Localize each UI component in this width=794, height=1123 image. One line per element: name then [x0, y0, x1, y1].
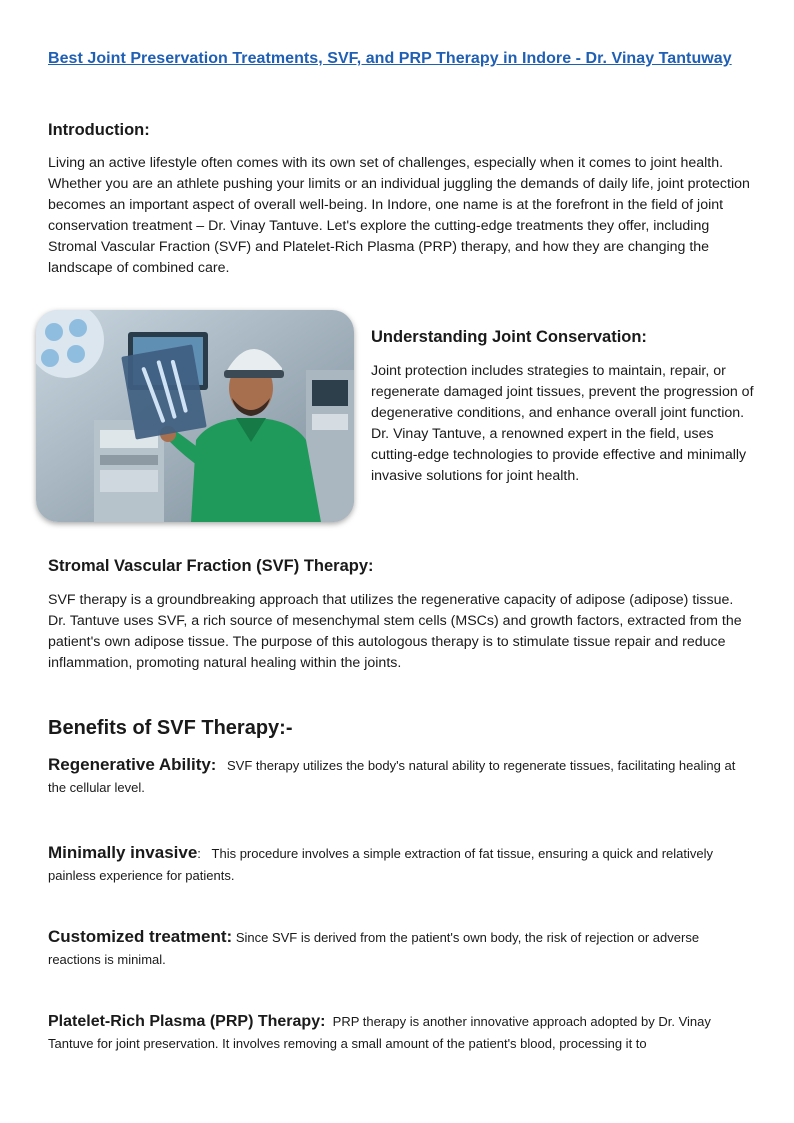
svf-paragraph: SVF therapy is a groundbreaking approach that utilizes the regenerative capacity of adipose (adipose) tissue. Dr. Tantuve uses SVF, a rich source of mesenchymal stem cells (MSCs) and growth factors, extracted from the patient's own adipose tissue. The purpose of this autologous therapy is to stimulate tissue repair and reduce inflammation, promoting natural healing within the joints.: [48, 592, 742, 671]
benefit-item-prp: [48, 1011, 753, 1055]
introduction-heading: Introduction:: [48, 121, 150, 139]
benefit-text: Since SVF is derived from the patient's own body, the risk of rejection or adverse reactions is minimal.: [48, 930, 700, 967]
benefit-label: Customized treatment:: [48, 927, 233, 946]
benefits-heading: Benefits of SVF Therapy:-: [48, 717, 293, 739]
svf-heading: Stromal Vascular Fraction (SVF) Therapy:: [48, 557, 374, 575]
benefit-label: Platelet-Rich Plasma (PRP) Therapy:: [48, 1013, 326, 1030]
benefit-separator: :: [197, 846, 201, 861]
benefit-item-minimally-invasive: [48, 842, 753, 887]
benefit-label: Minimally invasive: [48, 843, 198, 862]
introduction-paragraph: Living an active lifestyle often comes with its own set of challenges, especially when it comes to joint health. Whether you are an athlete pushing your limits or an individual juggling the demands of daily life, joint protection becomes an important aspect of overall well-being. In Indore, one name is at the forefront in the field of joint conservation treatment – Dr. Vinay Tantuve. Let's explore the cutting-edge treatments they offer, including Stromal Vascular Fraction (SVF) and Platelet-Rich Plasma (PRP) therapy, and how they are changing the landscape of combined care.: [48, 155, 750, 276]
title-link[interactable]: Best Joint Preservation Treatments, SVF, and PRP Therapy in Indore - Dr. Vinay Tantuway: [48, 50, 732, 67]
benefit-text: SVF therapy utilizes the body's natural ability to regenerate tissues, facilitating healing at the cellular level.: [48, 758, 736, 795]
benefit-label: Regenerative Ability: [48, 755, 211, 774]
benefit-text: PRP therapy is another innovative approach adopted by Dr. Vinay Tantuve for joint preservation. It involves removing a small amount of the patient's blood, processing it to: [48, 1014, 711, 1051]
doctor-xray-photo: [36, 310, 354, 522]
understanding-paragraph: Joint protection includes strategies to maintain, repair, or regenerate damaged joint tissues, prevent the progression of degenerative conditions, and enhance overall joint function. Dr. Vinay Tantuve, a renowned expert in the field, uses cutting-edge technologies to provide effective and minimally invasive solutions for joint health.: [371, 363, 754, 484]
benefit-text: This procedure involves a simple extraction of fat tissue, ensuring a quick and relatively painless experience for patients.: [48, 846, 714, 883]
benefit-item-regenerative: [48, 754, 753, 799]
xray-film-icon: [121, 344, 206, 439]
benefit-item-customized: [48, 926, 753, 971]
photo-illustration: [36, 310, 354, 522]
understanding-heading: Understanding Joint Conservation:: [371, 328, 647, 346]
benefit-separator: :: [210, 757, 217, 774]
